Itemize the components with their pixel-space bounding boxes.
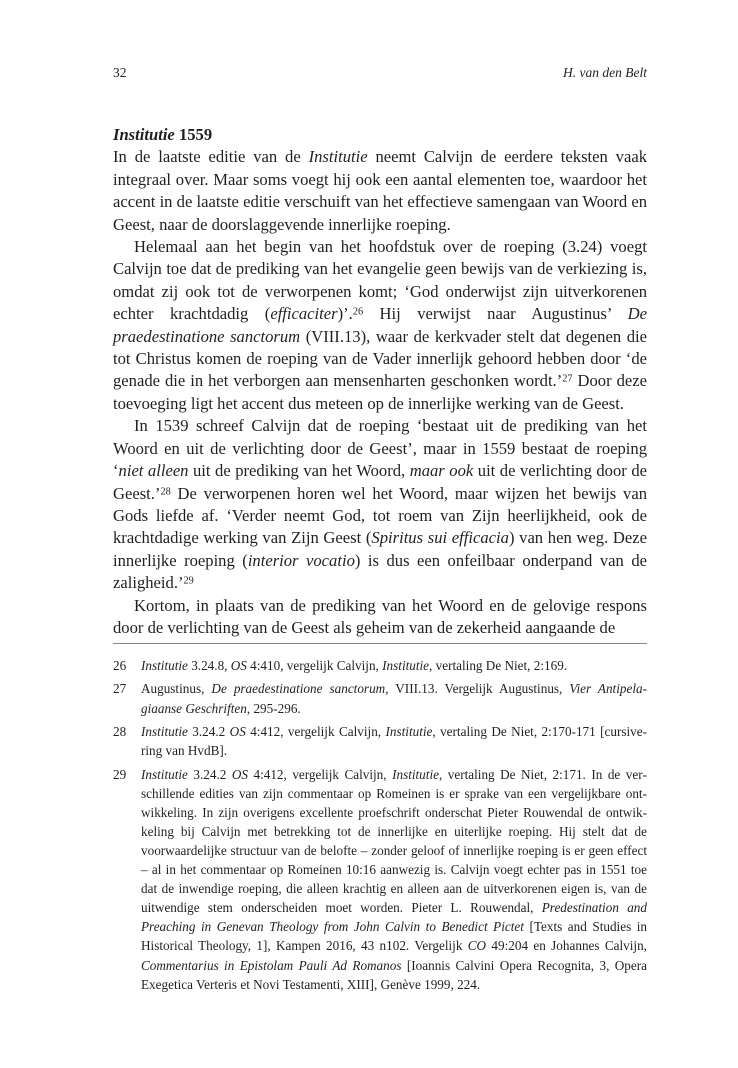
section-heading (113, 124, 647, 146)
text-run-italic: OS (230, 658, 247, 673)
running-head-author: H. van den Belt (563, 65, 647, 80)
footnote-number: 29 (113, 766, 127, 782)
text-run-italic: Institutie (141, 724, 188, 740)
text-run: (VIII.13), waar de kerkvader stelt dat degenen die tot Christus komen de roeping van de Vader innerlijk gehoord hebben door ‘de genade die in het verborgen aan mensenharten geschonken wordt.’ (113, 326, 647, 391)
text-run: , vertaling De Niet, 2:169. (429, 658, 568, 673)
main-text (113, 124, 647, 639)
text-run: Door deze toevoeging ligt het accent dus meteen op de innerlijke werking van de Geest. (113, 371, 647, 413)
text-run-italic: De praedestinatione sanctorum (113, 304, 647, 346)
footnotes (113, 656, 647, 998)
text-run-italic: Spiritus sui efficacia (371, 528, 509, 548)
text-run: 3.24.8, (187, 658, 231, 673)
paragraph-1 (113, 146, 647, 236)
text-run: ) van hen weg. Deze innerlijke roeping ( (113, 528, 647, 570)
text-run-italic: Vier Antipelagiaanse Geschriften (141, 681, 647, 716)
text-run: uit de verlichting door de Geest.’ (113, 461, 647, 503)
text-run-italic: OS (231, 766, 248, 782)
text-run: , VIII.13. Vergelijk Augustinus, (385, 681, 570, 697)
text-run-italic: interior vocatio (247, 550, 355, 570)
paragraph-4 (113, 595, 647, 640)
text-run: 49:204 en Johannes Calvijn, (486, 938, 647, 954)
text-run: De verworpenen horen wel het Woord, maar wijzen het bewijs van Gods liefde af. ‘Verder neemt God, tot roem van Zijn heerlijkheid, ook de krachtdadige werking van Zijn Geest ( (113, 483, 647, 548)
text-run: Augustinus, (141, 681, 212, 697)
footnote-27 (113, 679, 647, 717)
text-run-italic: Institutie (308, 147, 368, 167)
text-run-italic: CO (467, 938, 487, 954)
text-run-italic: Institutie (141, 766, 188, 782)
page-number: 32 (113, 65, 127, 80)
text-run: [Texts and Studies in Historical Theology, 1], Kampen 2016, 43 n102. Vergelijk (141, 919, 648, 954)
text-run: neemt Calvijn de eerdere teksten vaak integraal over. Maar soms voegt hij ook een aantal elementen toe, waardoor het accent in de laatste editie verschuift van het effectieve samengaan van Woord en Geest, naar de doorslaggevende innerlijke roeping. (113, 147, 647, 234)
text-run-italic: maar ook (409, 461, 474, 481)
paragraph-2 (113, 236, 647, 415)
text-run-italic: Institutie (392, 766, 439, 782)
paragraph-3 (113, 415, 647, 594)
text-run: )’. (337, 304, 353, 324)
text-run: , 295-296. (246, 700, 301, 716)
text-run: 4:412, vergelijk Calvijn, (245, 724, 386, 740)
footnote-number: 26 (113, 658, 127, 673)
text-run: ) is dus een onfeilbaar onderpand van de zaligheid.’ (113, 550, 647, 593)
text-run: uit de prediking van het Woord, (188, 461, 410, 481)
text-run-italic: Institutie (385, 724, 433, 740)
text-run: 3.24.2 (187, 766, 232, 782)
text-run: , vertaling De Niet, 2:171. In de verschillende edities van zijn commentaar op Romeinen is er sprake van een vergelijkbare ontwikkeling. In zijn overigens excellente proefschrift onderschat Pieter Rouwendal de ontwikkeling bij Calvijn met betrekking tot de innerlijke en uiterlijke roeping. Hij stelt dat de voorwaardelijke structuur van de belofte – zonder geloof of innerlijke roeping is er geen effect – al in het commentaar op Romeinen 10:16 aanwezig is. Calvijn voegt echter pas in 1551 toe dat de inwendige roeping, die alleen krachtig en alleen aan de uitverkorenen eigen is, van de uitwendige stem onderscheiden moet worden. Pieter L. Rouwendal, (141, 766, 648, 916)
text-run-italic: Predestination and Preaching in Genevan Theology from John Calvin to Benedict Pictet (141, 900, 647, 935)
footnote-26 (113, 656, 647, 675)
text-run-italic: De praedestinatione sanctorum (211, 681, 386, 697)
text-run-italic: Institutie (382, 658, 430, 673)
footnote-ref-27[interactable]: 27 (562, 373, 573, 385)
text-run: [Ioannis Calvini Opera Recognita, 3, Opera Exegetica Verteris et Novi Testamenti, XIII], Genève 1999, 224. (141, 957, 647, 992)
text-run: Helemaal aan het begin van het hoofdstuk over de roeping (3.24) voegt Calvijn toe dat de prediking van het evangelie geen bewijs van de verkiezing is, omdat zij ook tot de verworpenen komt; ‘God onderwijst zijn uitverkorenen echter krachtdadig ( (113, 237, 647, 324)
footnote-ref-29[interactable]: 29 (183, 575, 194, 587)
text-run: In de laatste editie van de (113, 147, 309, 167)
text-run: Hij verwijst naar Augustinus’ (363, 304, 628, 324)
text-run-italic: Institutie (141, 658, 188, 673)
text-run: In 1539 schreef Calvijn dat de roeping ‘bestaat uit de prediking van het Woord en uit de verlichting door de Geest’, maar in 1559 bestaat de roeping ‘ (113, 416, 647, 481)
text-run: 4:410, vergelijk Calvijn, (246, 658, 383, 673)
heading-italic: Institutie (113, 125, 175, 144)
text-run: , vertaling De Niet, 2:170-171 [cursivering van HvdB]. (141, 724, 648, 759)
heading-year: 1559 (174, 125, 213, 144)
footnote-ref-28[interactable]: 28 (160, 485, 171, 497)
text-run-italic: OS (229, 724, 246, 740)
text-run-italic: efficaciter (270, 304, 338, 324)
footnote-number: 28 (113, 724, 127, 740)
text-run: 4:412, vergelijk Calvijn, (247, 766, 393, 782)
text-run-italic: niet alleen (118, 461, 189, 481)
text-run: Kortom, in plaats van de prediking van het Woord en de gelovige respons door de verlichting van de Geest als geheim van de zekerheid aangaande de (113, 595, 647, 637)
text-run-italic: Commentarius in Epistolam Pauli Ad Romanos (141, 957, 402, 973)
footnote-divider (113, 643, 647, 644)
text-run: 3.24.2 (187, 724, 230, 740)
footnote-28 (113, 722, 647, 760)
footnote-29 (113, 765, 647, 994)
footnote-ref-26[interactable]: 26 (352, 306, 364, 318)
footnote-number: 27 (113, 681, 127, 697)
